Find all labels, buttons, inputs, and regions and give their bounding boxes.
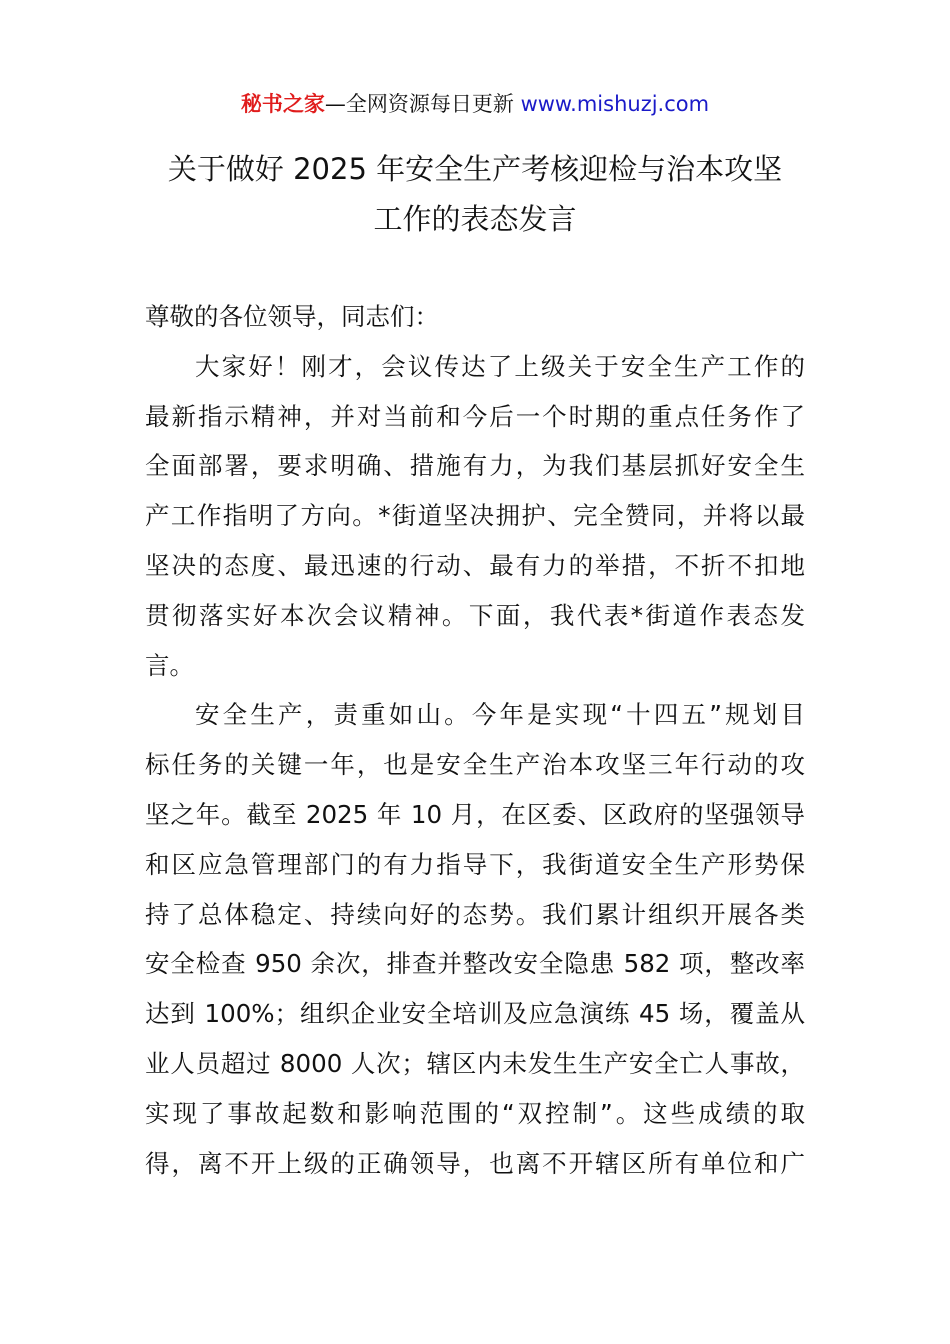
- text-line: 安全检查 950 余次，排查并整改安全隐患 582 项，整改率: [145, 949, 805, 979]
- text-line: 言。: [145, 650, 194, 680]
- text-line: 大家好！刚才，会议传达了上级关于安全生产工作的: [195, 351, 805, 381]
- text-line: 标任务的关键一年，也是安全生产治本攻坚三年行动的攻: [145, 750, 805, 780]
- site-header: [0, 88, 950, 120]
- text-line: 最新指示精神，并对当前和今后一个时期的重点任务作了: [145, 401, 805, 431]
- text-line: 坚之年。截至 2025 年 10 月，在区委、区政府的坚强领导: [145, 799, 805, 829]
- paragraph-2: [145, 690, 805, 1188]
- text-line: 得，离不开上级的正确领导，也离不开辖区所有单位和广: [145, 1148, 805, 1178]
- text-line: 坚决的态度、最迅速的行动、最有力的举措，不折不扣地: [145, 550, 805, 580]
- text-line: 全面部署，要求明确、措施有力，为我们基层抓好安全生: [145, 451, 805, 481]
- title-line: 关于做好 2025 年安全生产考核迎检与治本攻坚: [167, 152, 783, 186]
- text-line: 产工作指明了方向。*街道坚决拥护、完全赞同，并将以最: [145, 501, 805, 531]
- text-line: 实现了事故起数和影响范围的“双控制”。这些成绩的取: [145, 1098, 805, 1128]
- text-line: 安全生产，责重如山。今年是实现“十四五”规划目: [195, 700, 805, 730]
- site-url-link[interactable]: www.mishuzj.com: [520, 92, 710, 116]
- document-title: [0, 144, 950, 244]
- text-line: 业人员超过 8000 人次；辖区内未发生生产安全亡人事故，: [145, 1048, 805, 1078]
- document-body: [145, 292, 805, 1188]
- header-tagline: —全网资源每日更新: [324, 92, 521, 116]
- title-line: 工作的表态发言: [373, 202, 577, 236]
- paragraph-1: [145, 342, 805, 691]
- text-line: 和区应急管理部门的有力指导下，我街道安全生产形势保: [145, 849, 805, 879]
- text-line: 持了总体稳定、持续向好的态势。我们累计组织开展各类: [145, 899, 805, 929]
- brand-logo-text: 秘书之家: [240, 92, 325, 116]
- text-line: 达到 100%；组织企业安全培训及应急演练 45 场，覆盖从: [145, 999, 805, 1029]
- greeting: 尊敬的各位领导，同志们：: [145, 302, 439, 331]
- text-line: 贯彻落实好本次会议精神。下面，我代表*街道作表态发: [145, 600, 805, 630]
